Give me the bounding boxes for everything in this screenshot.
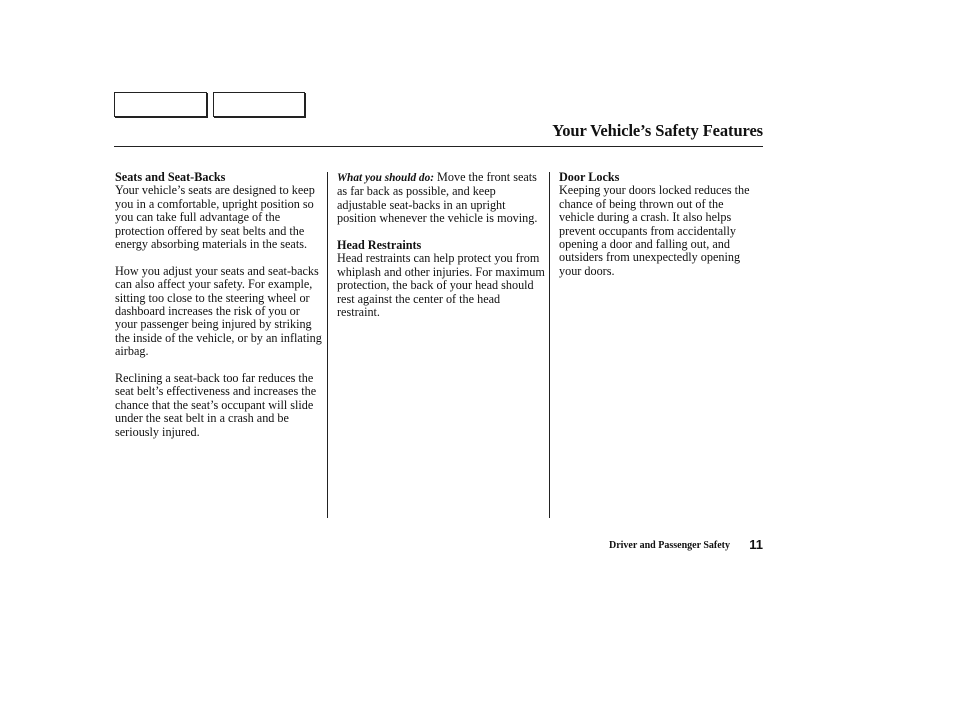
what-to-do-paragraph <box>337 171 545 226</box>
page-number: 11 <box>749 537 763 552</box>
what-to-do-lead: What you should do: <box>337 172 434 184</box>
seats-paragraph-2: How you adjust your seats and seat-backs can also affect your safety. For example, sitting too close to the steering wheel or dashboard increases the risk of you or your passenger being injured by striking the inside of the vehicle, or by an inflating airbag. <box>115 263 322 359</box>
what-to-do-text: Move the front seats as far back as possible, and keep adjustable seat-backs in an upright position whenever the vehicle is moving. <box>337 170 538 226</box>
head-restraints-paragraph: Head restraints can help protect you from whiplash and other injuries. For maximum protection, the back of your head should rest against the center of the head restraint. <box>337 251 545 320</box>
page-title: Your Vehicle’s Safety Features <box>552 121 763 140</box>
seats-paragraph-1: Your vehicle’s seats are designed to keep you in a comfortable, upright position so you can take full advantage of the protection offered by seat belts and the energy absorbing materials in the seats. <box>115 183 315 252</box>
head-restraints-heading: Head Restraints <box>337 238 422 253</box>
column-head-restraints <box>337 171 545 333</box>
footer-section-label: Driver and Passenger Safety <box>608 540 730 551</box>
column-divider <box>327 172 328 518</box>
door-locks-paragraph: Keeping your doors locked reduces the chance of being thrown out of the vehicle during a crash. It also helps prevent occupants from accidentally opening a door and falling out, and outsiders from unexpectedly opening your doors. <box>559 183 750 278</box>
nav-button-prev[interactable] <box>114 92 207 117</box>
seats-heading: Seats and Seat-Backs <box>115 170 226 184</box>
column-door-locks <box>559 171 759 292</box>
column-divider <box>549 172 550 518</box>
door-locks-heading: Door Locks <box>559 170 620 184</box>
column-seats <box>115 171 323 452</box>
nav-button-next[interactable] <box>213 92 305 117</box>
title-rule <box>114 146 763 147</box>
seats-paragraph-3: Reclining a seat-back too far reduces the seat belt’s effectiveness and increases the chance that the seat’s occupant will slide under the seat belt in a crash and be seriously injured. <box>115 371 317 439</box>
